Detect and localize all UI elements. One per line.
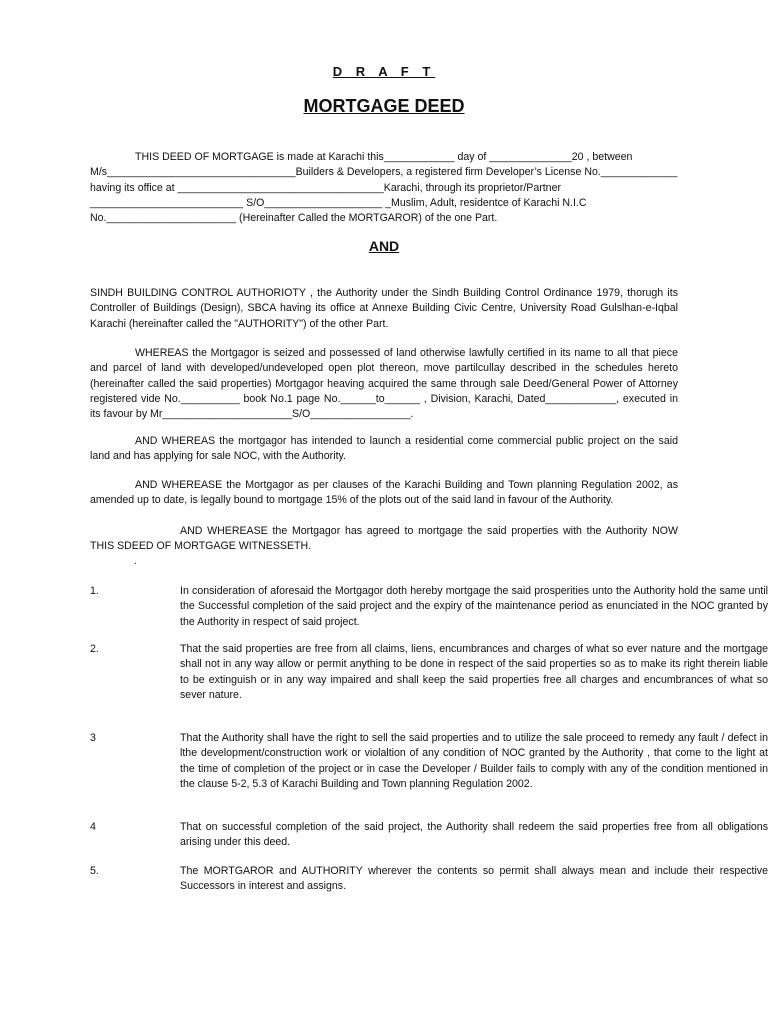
- clause-number: 1.: [90, 585, 99, 597]
- and-whereas-paragraph-1: AND WHEREAS the mortgagor has intended to launch a residential come commercial public project on the said land and has applying for sale NOC, with the Authority.: [90, 435, 678, 463]
- intro-line-5: No.______________________ (Hereinafter Called the MORTGAROR) of the one Part.: [90, 212, 498, 225]
- document-title: MORTGAGE DEED: [303, 96, 465, 116]
- clause-number: 2.: [90, 643, 99, 655]
- clause-text: That the Authority shall have the right to sell the said properties and to utilize the sale proceed to remedy any fault / defect in lthe development/construction work or violaltion of any condition of NOC granted by the Authority , that come to the light at the time of completion of the project or in case the Developer / Builder fails to comply with any of the condition mentioned in the clause 5-2, 5.3 of Karachi Building and Town planning Regulation 2002.: [180, 732, 768, 790]
- clause-text: The MORTGAROR and AUTHORITY wherever the contents so permit shall always mean and include their respective Successors in interest and assigns.: [180, 865, 768, 893]
- clause-text: That the said properties are free from all claims, liens, encumbrances and charges of what so ever nature and the mortgage shall not in any way allow or permit anything to be done in respect of the said properties so as to make its right therein liable to be extinguish or in any way impaired and shall keep the said properties free all charges and encumbrances of what so sever nature.: [180, 643, 768, 701]
- draft-heading: D R A F T: [332, 64, 436, 79]
- whereas-paragraph: WHEREAS the Mortgagor is seized and possessed of land otherwise lawfully certified in its name to all that piece and parcel of land with developed/undeveloped open plot thereon, move partilcullay described in the schedules hereto (hereinafter called the said properties) Mortgagor heaving acquired the same through sale Deed/General Power of Attorney registered vide No.__________ book No.1 page No.______to______ , Division, Karachi, Dated____________, executed in its favour by Mr______________________S/O_________________.: [90, 347, 678, 421]
- clause-text: That on successful completion of the said project, the Authority shall redeem the said properties free from all obligations arising under this deed.: [180, 821, 768, 849]
- intro-line-3: having its office at ___________________________________Karachi, through its proprietor/Partner: [90, 181, 561, 194]
- intro-paragraph: [90, 150, 678, 226]
- clause-number: 5.: [90, 865, 99, 877]
- intro-line-4: __________________________ S/O____________________ _Muslim, Adult, residentce of Karachi N.I.C: [90, 196, 587, 209]
- clause-text: In consideration of aforesaid the Mortgagor doth hereby mortgage the said prosperities unto the Authority hold the same until the Successful completion of the said project and the expiry of the maintenance period as enunciated in the NOC granted by the Authority in respect of said project.: [180, 585, 768, 628]
- and-heading: AND: [368, 238, 400, 254]
- stray-dot: .: [134, 556, 137, 567]
- intro-line-1: THIS DEED OF MORTGAGE is made at Karachi this____________ day of ______________20 , between: [135, 151, 633, 163]
- authority-paragraph: SINDH BUILDING CONTROL AUTHORIOTY , the Authority under the Sindh Building Control Ordinance 1979, thorugh its Controller of Buildings (Design), SBCA having its office at Annexe Building Civic Centre, University Road Gulslhan-e-Iqbal Karachi (hereinafter called the "AUTHORITY") of the other Part.: [90, 287, 678, 330]
- clause-number: 3: [90, 732, 96, 744]
- and-whereas-paragraph-2: AND WHEREASE the Mortgagor as per clauses of the Karachi Building and Town planning Regulation 2002, as amended up to date, is legally bound to mortgage 15% of the plots out of the said land in favour of the Authority.: [90, 479, 678, 507]
- clause-number: 4: [90, 821, 96, 833]
- intro-line-2: M/s________________________________Builders & Developers, a registered firm Developer’s License No._____________: [90, 166, 678, 179]
- and-whereas-paragraph-3: AND WHEREASE the Mortgagor has agreed to mortgage the said properties with the Authority NOW THIS SDEED OF MORTGAGE WITNESSETH.: [90, 525, 678, 553]
